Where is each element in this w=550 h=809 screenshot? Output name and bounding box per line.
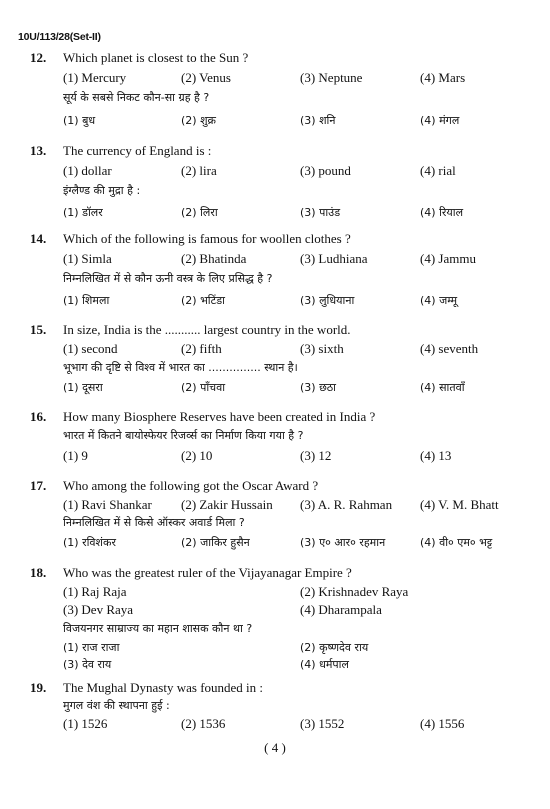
question-number: 17.: [30, 478, 47, 493]
option-4: (4) rial: [420, 163, 456, 178]
option-4: (4) V. M. Bhatt: [420, 497, 499, 512]
question-text-en: Which planet is closest to the Sun ?: [63, 50, 249, 65]
option-1: (1) Ravi Shankar: [63, 497, 152, 512]
option-1: (1) 1526: [63, 716, 108, 731]
question-number: 12.: [30, 50, 47, 65]
question-number: 19.: [30, 680, 47, 695]
option-4-hi: (4) जम्मू: [420, 294, 458, 307]
paper-code: 10U/113/28(Set-II): [18, 31, 101, 43]
option-3: (3) 1552: [300, 716, 345, 731]
option-4: (4) Mars: [420, 70, 466, 85]
option-1: (1) 9: [63, 448, 88, 463]
question-text-en: Which of the following is famous for woollen clothes ?: [63, 231, 351, 246]
option-1: (1) Raj Raja: [63, 584, 127, 599]
question-text-hi: निम्नलिखित में से किसे ऑस्कर अवार्ड मिला ?: [63, 516, 245, 529]
option-3: (3) 12: [300, 448, 332, 463]
question-text-en: The currency of England is :: [63, 143, 212, 158]
option-3: (3) Dev Raya: [63, 602, 134, 617]
question-number: 18.: [30, 565, 47, 580]
question-text-hi: मुगल वंश की स्थापना हुई :: [63, 699, 170, 712]
option-2-hi: (2) जाकिर हुसैन: [181, 536, 250, 549]
question-number: 16.: [30, 409, 47, 424]
option-4: (4) Jammu: [420, 251, 476, 266]
question-number: 13.: [30, 143, 47, 158]
option-4-hi: (4) वी० एम० भट्ट: [420, 536, 493, 549]
option-3: (3) A. R. Rahman: [300, 497, 393, 512]
option-3-hi: (3) लुधियाना: [300, 294, 355, 307]
option-2: (2) 10: [181, 448, 213, 463]
option-2-hi: (2) पाँचवा: [181, 381, 226, 394]
question-text-hi: सूर्य के सबसे निकट कौन-सा ग्रह है ?: [63, 91, 210, 104]
option-3-hi: (3) पाउंड: [300, 206, 341, 219]
option-1-hi: (1) दूसरा: [63, 381, 103, 394]
option-4: (4) 1556: [420, 716, 465, 731]
question-text-en: Who among the following got the Oscar Award ?: [63, 478, 319, 493]
option-4-hi: (4) धर्मपाल: [300, 658, 349, 671]
option-3: (3) Ludhiana: [300, 251, 368, 266]
option-3-hi: (3) शनि: [300, 114, 336, 127]
option-1-hi: (1) राज राजा: [63, 641, 120, 654]
option-3-hi: (3) ए० आर० रहमान: [300, 536, 386, 549]
option-1-hi: (1) डॉलर: [63, 206, 103, 219]
option-1-hi: (1) बुध: [63, 114, 96, 127]
option-3: (3) pound: [300, 163, 351, 178]
question-text-en: How many Biosphere Reserves have been created in India ?: [63, 409, 376, 424]
question-text-hi: भूभाग की दृष्टि से विश्व में भारत का ............... स्थान है।: [63, 361, 298, 374]
question-text-hi: इंग्लैण्ड की मुद्रा है :: [63, 184, 141, 197]
page-number: ( 4 ): [264, 740, 286, 755]
option-2: (2) Krishnadev Raya: [300, 584, 409, 599]
question-text-en: In size, India is the ........... largest country in the world.: [63, 322, 351, 337]
option-4-hi: (4) मंगल: [420, 114, 460, 127]
option-2: (2) lira: [181, 163, 217, 178]
option-4: (4) 13: [420, 448, 452, 463]
option-2: (2) Venus: [181, 70, 231, 85]
option-1-hi: (1) रविशंकर: [63, 536, 116, 549]
option-1: (1) Simla: [63, 251, 112, 266]
option-1: (1) Mercury: [63, 70, 127, 85]
option-2: (2) fifth: [181, 341, 222, 356]
option-4-hi: (4) रियाल: [420, 206, 464, 219]
option-1-hi: (1) शिमला: [63, 294, 110, 307]
question-text-hi: निम्नलिखित में से कौन ऊनी वस्त्र के लिए प्रसिद्ध है ?: [63, 272, 273, 285]
option-4: (4) Dharampala: [300, 602, 382, 617]
question-text-en: The Mughal Dynasty was founded in :: [63, 680, 264, 695]
option-3: (3) sixth: [300, 341, 344, 356]
option-4: (4) seventh: [420, 341, 479, 356]
question-text-en: Who was the greatest ruler of the Vijayanagar Empire ?: [63, 565, 352, 580]
option-2: (2) Bhatinda: [181, 251, 247, 266]
question-number: 15.: [30, 322, 47, 337]
option-2-hi: (2) कृष्णदेव राय: [300, 641, 369, 654]
option-2-hi: (2) शुक्र: [181, 114, 217, 127]
option-3-hi: (3) छठा: [300, 381, 337, 394]
option-2-hi: (2) लिरा: [181, 206, 218, 219]
question-number: 14.: [30, 231, 47, 246]
option-3-hi: (3) देव राय: [63, 658, 112, 671]
option-2: (2) 1536: [181, 716, 226, 731]
option-4-hi: (4) सातवाँ: [420, 381, 465, 394]
option-2-hi: (2) भटिंडा: [181, 294, 225, 307]
question-text-hi: भारत में कितने बायोस्फेयर रिजर्व्स का निर्माण किया गया है ?: [63, 429, 304, 442]
option-1: (1) dollar: [63, 163, 112, 178]
question-text-hi: विजयनगर साम्राज्य का महान शासक कौन था ?: [63, 622, 253, 635]
option-2: (2) Zakir Hussain: [181, 497, 273, 512]
option-3: (3) Neptune: [300, 70, 363, 85]
option-1: (1) second: [63, 341, 118, 356]
